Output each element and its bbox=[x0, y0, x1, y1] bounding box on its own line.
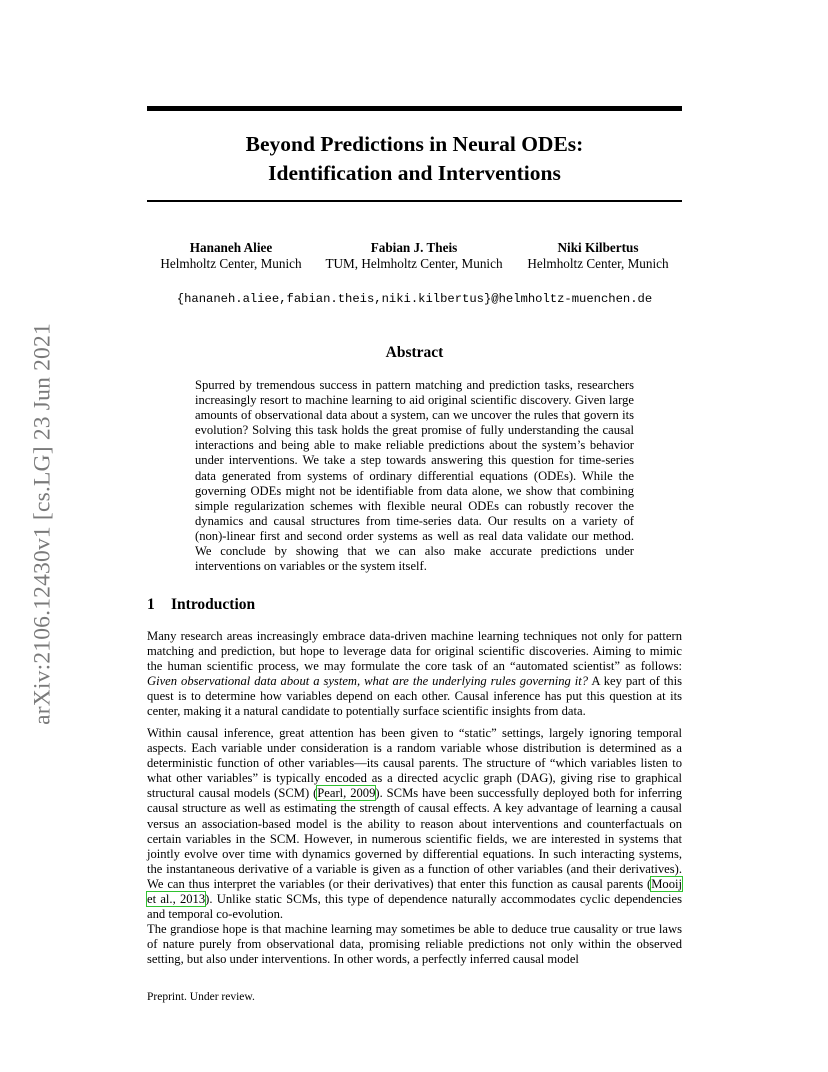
author-affiliation: Helmholtz Center, Munich bbox=[160, 256, 302, 271]
section-heading bbox=[147, 596, 255, 614]
footer-note: Preprint. Under review. bbox=[147, 991, 255, 1003]
paragraph-text: Many research areas increasingly embrace data-driven machine learning techniques not only for pattern matching and prediction, but hope to leverage data for original scientific discoveries. Aiming to mimic the human scientific process, we may formulate the core task of an “automated scientist” as follows: bbox=[147, 629, 682, 674]
author-name: Hananeh Aliee bbox=[189, 240, 273, 255]
author-name: Fabian J. Theis bbox=[370, 240, 458, 255]
title-line-1: Beyond Predictions in Neural ODEs: bbox=[245, 132, 584, 156]
intro-paragraph-1 bbox=[147, 629, 682, 720]
author-block bbox=[522, 240, 674, 272]
author-block bbox=[155, 240, 307, 272]
title-top-rule bbox=[147, 106, 682, 111]
paper-title bbox=[147, 130, 682, 188]
title-line-2: Identification and Interventions bbox=[268, 161, 561, 185]
title-bottom-rule bbox=[147, 200, 682, 202]
abstract-text: Spurred by tremendous success in pattern matching and prediction tasks, researchers increasingly resort to machine learning to aid original scientific discovery. Given large amounts of observational data about a system, can we uncover the rules that govern its evolution? Solving this task holds the great promise of fully understanding the causal interactions and being able to make reliable predictions about the system’s behavior under interventions. We take a step towards answering this question for time-series data generated from systems of ordinary differential equations (ODEs). While the governing ODEs might not be identifiable from data alone, we show that combining simple regularization schemes with flexible neural ODEs can robustly recover the dynamics and causal structures from time-series data. Our results on a variety of (non)-linear first and second order systems as well as real data validate our method. We conclude by showing that we can also make accurate predictions under interventions on variables or the system itself. bbox=[195, 378, 634, 574]
author-emails: {hananeh.aliee,fabian.theis,niki.kilbertus}@helmholtz-muenchen.de bbox=[176, 292, 653, 306]
citation-link[interactable]: Pearl, 2009 bbox=[317, 786, 376, 801]
arxiv-sidebar-stamp bbox=[21, 290, 65, 758]
intro-paragraph-3: The grandiose hope is that machine learning may sometimes be able to deduce true causality or true laws of nature purely from observational data, promising reliable predictions not only within the observed setting, but also under interventions. In other words, a perfectly inferred causal model bbox=[147, 922, 682, 967]
paragraph-text: ). Unlike static SCMs, this type of dependence naturally accommodates cyclic dependencies and temporal co-evolution. bbox=[147, 892, 682, 922]
author-name: Niki Kilbertus bbox=[557, 240, 639, 255]
author-affiliation: Helmholtz Center, Munich bbox=[527, 256, 669, 271]
author-affiliation: TUM, Helmholtz Center, Munich bbox=[325, 256, 503, 271]
section-title: Introduction bbox=[171, 596, 256, 613]
abstract-heading: Abstract bbox=[385, 344, 444, 361]
paragraph-text: A key part of this quest is to determine how variables depend on each other. Causal inference has put this question at its center, making it a natural candidate to potentially surface scientific insights from data. bbox=[147, 674, 682, 719]
arxiv-id: arXiv:2106.12430v1 [cs.LG] 23 Jun 2021 bbox=[29, 323, 56, 725]
italic-question: Given observational data about a system, what are the underlying rules governing it? bbox=[147, 674, 589, 689]
paragraph-text: ). SCMs have been successfully deployed both for inferring causal structure as well as estimating the strength of causal effects. A key advantage of learning a causal versus an association-based model is the ability to reason about interventions and counterfactuals on certain variables in the SCM. However, in numerous scientific fields, we are interested in systems that jointly evolve over time with dynamics governed by differential equations. In such interacting systems, the instantaneous derivative of a variable is given as a function of other variables (and their derivatives). We can thus interpret the variables (or their derivatives) that enter this function as causal parents ( bbox=[147, 786, 682, 891]
author-block bbox=[320, 240, 508, 272]
paragraph-text: Within causal inference, great attention has been given to “static” settings, largely ignoring temporal aspects. Each variable under consideration is a random variable whose distribution is determined as a deterministic function of other variables—its causal parents. The structure of “which variables listen to what other variables” is typically encoded as a directed acyclic graph (DAG), giving rise to graphical structural causal models (SCM) ( bbox=[147, 726, 682, 801]
citation-link[interactable]: Mooij et al., 2013 bbox=[147, 876, 682, 907]
intro-paragraph-2 bbox=[147, 726, 682, 922]
section-number: 1 bbox=[147, 596, 155, 613]
